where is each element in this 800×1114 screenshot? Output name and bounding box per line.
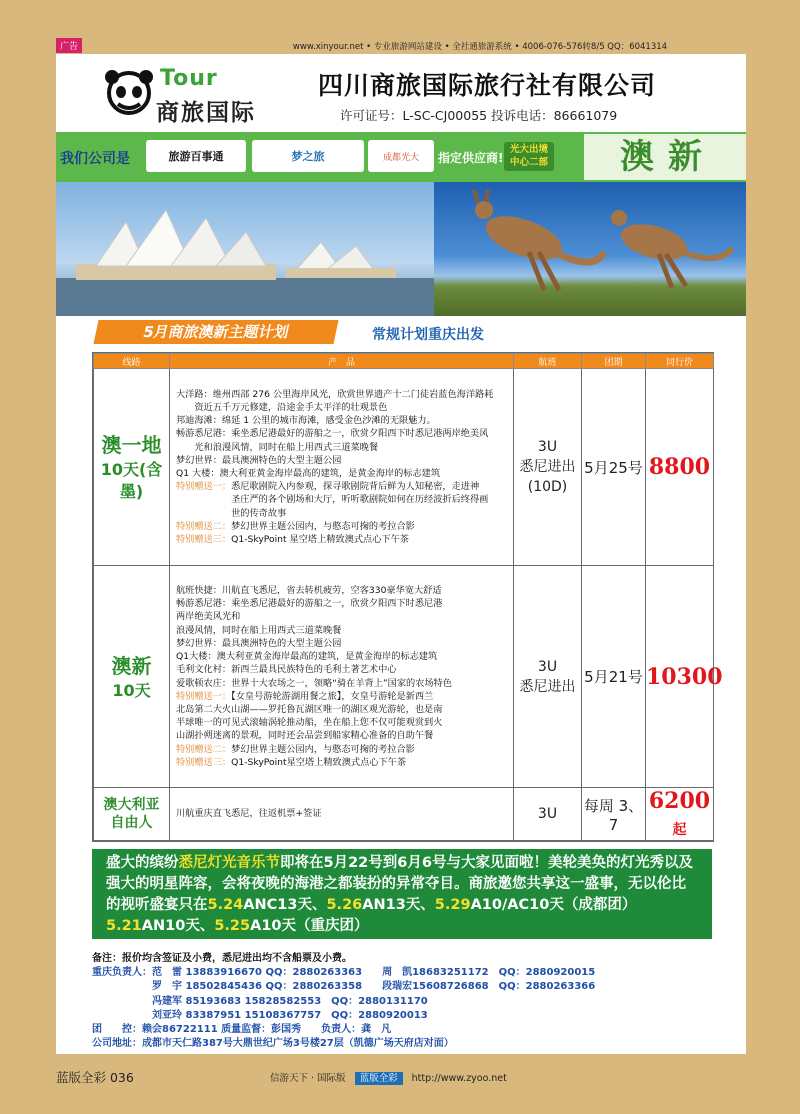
product-text: 航班快捷：川航直飞悉尼，省去转机疲劳，空客330豪华宽大舒适 bbox=[176, 585, 442, 597]
product-text: 畅游悉尼港：乘坐悉尼港最好的游船之一，欣赏夕阳西下时悉尼港 bbox=[176, 598, 443, 610]
product-line bbox=[176, 507, 509, 520]
product-line bbox=[176, 441, 509, 454]
gift-label: 特别赠送三： bbox=[176, 756, 232, 768]
product-line bbox=[176, 650, 509, 663]
col-date: 团期 bbox=[582, 354, 646, 369]
flight-cell bbox=[514, 369, 582, 566]
price-suffix: 起 bbox=[672, 822, 687, 838]
bottom-bar bbox=[0, 1062, 800, 1090]
publication-name: 信游天下 · 国际版 bbox=[270, 1073, 346, 1084]
panda-logo-icon bbox=[104, 68, 154, 118]
product-text: 山湖扑朔迷离的景观，同时还会品尝到船家精心准备的自助午餐 bbox=[176, 730, 434, 742]
brand-logo-dreamtour: 梦之旅 bbox=[252, 140, 364, 172]
table-row bbox=[94, 788, 714, 841]
product-text: 光和浪漫风情，同时在船上用西式三道菜晚餐 bbox=[176, 441, 379, 453]
product-line bbox=[176, 703, 509, 716]
product-text: 资近五千万元修建，沿途金手太平洋的壮观景色 bbox=[176, 401, 388, 413]
product-line bbox=[176, 584, 509, 597]
product-line bbox=[176, 454, 509, 467]
promo-text: AN13天、 bbox=[362, 897, 435, 913]
product-line bbox=[176, 716, 509, 729]
gift-text: 悉尼歌剧院入内参观，探寻歌剧院背后鲜为人知秘密，走进神 bbox=[231, 481, 480, 493]
product-text: 毛利文化村：新西兰最具民族特色的毛利土著艺术中心 bbox=[176, 664, 397, 676]
footer-line: 冯建军 85193683 15828582553 QQ：2880131170 bbox=[92, 995, 428, 1007]
promo-text: A10/AC10天（成都团） bbox=[470, 897, 637, 913]
region-title: 澳新 bbox=[578, 134, 746, 180]
promo-date: 5.25 bbox=[214, 918, 251, 934]
product-line bbox=[176, 533, 509, 546]
logo-tour-text: Tour bbox=[160, 66, 218, 91]
departure-date: 5月25号 bbox=[582, 369, 646, 566]
plan-title: 5月商旅澳新主题计划 bbox=[93, 320, 338, 344]
product-text: Q1 大楼：澳大利亚黄金海岸最高的建筑，是黄金海岸的标志建筑 bbox=[176, 468, 441, 479]
promo-text: 即将在5月22号到6月6号与大家见面啦！美轮美奂的灯光秀以及强大的明星阵容，会将夜晚的海港之都装扮的异常夺目。商旅邀您共享这一盛事，无以伦比的视听盛宴只在 bbox=[106, 855, 693, 913]
product-line bbox=[176, 756, 509, 769]
gift-text: 【女皇号游轮游湖用餐之旅】，女皇号游轮是新西兰 bbox=[231, 690, 434, 702]
product-line bbox=[176, 401, 509, 414]
flight-info: 3U bbox=[537, 806, 558, 822]
bottom-center bbox=[270, 1070, 507, 1084]
route-name: 澳新 bbox=[111, 653, 152, 678]
logo-cn-text: 商旅国际 bbox=[156, 100, 256, 126]
flight-cell bbox=[514, 566, 582, 788]
promo-date: 5.29 bbox=[434, 897, 471, 913]
product-text: 两岸绝美风光和 bbox=[176, 611, 241, 623]
footer-line: 刘亚玲 83387951 15108367757 QQ：2880920013 bbox=[92, 1009, 428, 1021]
center-badge bbox=[504, 142, 554, 171]
brochure-page bbox=[56, 54, 746, 1054]
product-text: 北岛第二大火山湖——罗托鲁瓦湖区唯一的湖区观光游轮，也是南 bbox=[176, 703, 443, 715]
product-line bbox=[176, 690, 509, 703]
brand-logo-guangda: 成都光大 bbox=[368, 140, 434, 172]
itinerary-table bbox=[92, 352, 723, 842]
gift-label: 特别赠送三： bbox=[176, 534, 232, 546]
product-line bbox=[176, 427, 509, 440]
promo-text: AN10天、 bbox=[141, 918, 215, 934]
col-flight: 航班 bbox=[514, 354, 582, 369]
brand-logo-bestone: 旅游百事通 bbox=[146, 140, 246, 172]
footer-line: 团 控：赖会86722111 质量监督：彭国秀 负责人：龚 凡 bbox=[92, 1024, 392, 1036]
departure-date: 每周 3、7 bbox=[582, 788, 646, 841]
flight-cell bbox=[514, 788, 582, 841]
route-cell bbox=[94, 566, 170, 788]
product-line bbox=[176, 610, 509, 623]
opera-house-icon bbox=[56, 182, 434, 316]
gift-label: 特别赠送二： bbox=[176, 743, 232, 755]
route-duration: 自由人 bbox=[110, 815, 153, 831]
product-line bbox=[176, 597, 509, 610]
kangaroo-photo bbox=[434, 182, 746, 316]
flight-info: 悉尼进出 bbox=[519, 678, 576, 695]
table-row bbox=[94, 369, 714, 566]
table-row bbox=[94, 566, 714, 788]
edition-badge: 蓝版全彩 bbox=[355, 1072, 403, 1085]
center-badge-line1: 光大出境 bbox=[509, 144, 548, 155]
product-line bbox=[176, 677, 509, 690]
route-cell bbox=[94, 369, 170, 566]
product-line bbox=[176, 743, 509, 756]
table-header-row bbox=[94, 354, 714, 369]
price-value: 10300 bbox=[646, 663, 723, 690]
product-line bbox=[176, 480, 509, 493]
gift-text: Q1-SkyPoint星空塔上精致澳式点心下午茶 bbox=[231, 756, 407, 768]
footer-note: 备注：报价均含签证及小费，悉尼进出均不含船票及小费。 bbox=[92, 953, 352, 964]
product-line bbox=[176, 520, 509, 533]
route-name: 澳一地 bbox=[101, 433, 162, 457]
product-cell bbox=[170, 788, 514, 841]
plan-subtitle: 常规计划重庆出发 bbox=[372, 327, 484, 343]
route-name: 澳大利亚 bbox=[103, 797, 160, 813]
gift-text: Q1-SkyPoint 星空塔上精致澳式点心下午茶 bbox=[231, 534, 409, 546]
promo-text: A10天（重庆团） bbox=[250, 918, 369, 934]
price-value: 8800 bbox=[648, 454, 711, 480]
we-are-label: 我们公司是 bbox=[60, 151, 130, 167]
promo-text: ANC13天、 bbox=[243, 897, 327, 913]
gift-label: 特别赠送二： bbox=[176, 520, 232, 532]
product-text: 梦幻世界：最具澳洲特色的大型主题公园 bbox=[176, 637, 342, 649]
product-text: 爱歌顿农庄：世界十大农场之一，领略“骑在羊背上”国家的农场特色 bbox=[176, 677, 452, 689]
promo-date: 5.24 bbox=[207, 897, 244, 913]
product-line bbox=[176, 467, 509, 480]
product-text: 邦迪海滩：绵延 1 公里的城市海滩，感受金色沙滩的无限魅力。 bbox=[176, 415, 436, 427]
price-cell bbox=[646, 788, 714, 841]
col-price: 同行价 bbox=[646, 354, 714, 369]
gift-text: 梦幻世界主题公园内，与憨态可掬的考拉合影 bbox=[231, 743, 415, 755]
flight-info: (10D) bbox=[527, 479, 568, 495]
product-text: 半球唯一的可见式滚轴涡轮推动船，坐在船上您不仅可能观赏到火 bbox=[176, 717, 443, 729]
photo-banner bbox=[56, 182, 746, 316]
promo-date: 5.26 bbox=[326, 897, 363, 913]
product-line bbox=[176, 414, 509, 427]
col-product: 产 品 bbox=[170, 354, 514, 369]
product-text: 梦幻世界：最具澳洲特色的大型主题公园 bbox=[176, 454, 342, 466]
product-line bbox=[176, 493, 509, 506]
website-url[interactable]: http://www.zyoo.net bbox=[411, 1073, 507, 1084]
route-duration: 10天(含墨) bbox=[100, 460, 163, 501]
flight-info: 3U bbox=[537, 658, 558, 675]
product-cell bbox=[170, 566, 514, 788]
product-text: 川航重庆直飞悉尼，往返机票+签证 bbox=[176, 808, 322, 820]
price-cell bbox=[646, 566, 723, 788]
contact-footer bbox=[92, 952, 732, 1051]
license-info: 许可证号：L-SC-CJ00055 投诉电话：86661079 bbox=[340, 108, 618, 123]
flight-info: 悉尼进出 bbox=[519, 459, 576, 475]
designated-supplier-label: 指定供应商! bbox=[438, 151, 504, 165]
plan-header bbox=[56, 316, 746, 352]
promo-highlight: 悉尼灯光音乐节 bbox=[178, 855, 280, 871]
product-line bbox=[176, 807, 509, 820]
gift-text: 梦幻世界主题公园内，与憨态可掬的考拉合影 bbox=[231, 520, 415, 532]
route-duration: 10天 bbox=[112, 680, 151, 700]
kangaroo-icon bbox=[434, 182, 746, 316]
product-text: 世的传奇故事 bbox=[176, 507, 287, 519]
col-route: 线路 bbox=[94, 354, 170, 369]
promo-text: 盛大的缤纷 bbox=[106, 855, 179, 871]
promo-date: 5.21 bbox=[106, 918, 142, 934]
gift-label: 特别赠送一： bbox=[176, 481, 232, 493]
product-cell bbox=[170, 369, 514, 566]
route-cell bbox=[94, 788, 170, 841]
page-label: 蓝版全彩 036 bbox=[56, 1070, 134, 1085]
departure-date: 5月21号 bbox=[582, 566, 646, 788]
product-text: 大洋路：维州西部 276 公里海岸风光，欣赏世界遗产十二门徒岩蓝色海洋路耗 bbox=[176, 388, 494, 400]
supplier-bar bbox=[56, 132, 746, 182]
light-festival-promo bbox=[92, 849, 712, 939]
footer-line: 罗 宇 18502845436 QQ：2880263358 段瑞宏15608726868 QQ：2880263366 bbox=[92, 981, 596, 993]
product-text: 圣庄严的各个剧场和大厅，听听歌剧院如何在历经波折后终得画 bbox=[176, 494, 489, 506]
product-text: 畅游悉尼港：乘坐悉尼港最好的游船之一，欣赏夕阳西下时悉尼港两岸绝美风 bbox=[176, 428, 489, 440]
footer-line: 公司地址：成都市天仁路387号大鼎世纪广场3号楼27层（凯德广场天府店对面） bbox=[92, 1038, 454, 1050]
footer-line: 重庆负责人：范 雷 13883916670 QQ：2880263363 周 凯18683251172 QQ：2880920015 bbox=[92, 967, 596, 979]
product-line bbox=[176, 663, 509, 676]
price-cell bbox=[646, 369, 714, 566]
company-name: 四川商旅国际旅行社有限公司 bbox=[318, 71, 657, 100]
header bbox=[56, 54, 746, 132]
product-line bbox=[176, 624, 509, 637]
center-badge-line2: 中心二部 bbox=[509, 157, 548, 168]
sydney-opera-house-photo bbox=[56, 182, 434, 316]
price-value: 6200 bbox=[648, 788, 711, 814]
gift-label: 特别赠送一： bbox=[176, 690, 232, 702]
product-line bbox=[176, 637, 509, 650]
product-text: 浪漫风情，同时在船上用西式三道菜晚餐 bbox=[176, 624, 342, 636]
product-line bbox=[176, 388, 509, 401]
product-text: Q1大楼：澳大利亚黄金海岸最高的建筑，是黄金海岸的标志建筑 bbox=[176, 651, 438, 663]
top-info-line: www.xinyour.net • 专业旅游网站建设 • 全社通旅游系统 • 4006-076-576转8/5 QQ：6041314 bbox=[292, 42, 668, 52]
flight-info: 3U bbox=[537, 439, 558, 455]
product-line bbox=[176, 729, 509, 742]
ad-tag: 广告 bbox=[56, 38, 82, 53]
